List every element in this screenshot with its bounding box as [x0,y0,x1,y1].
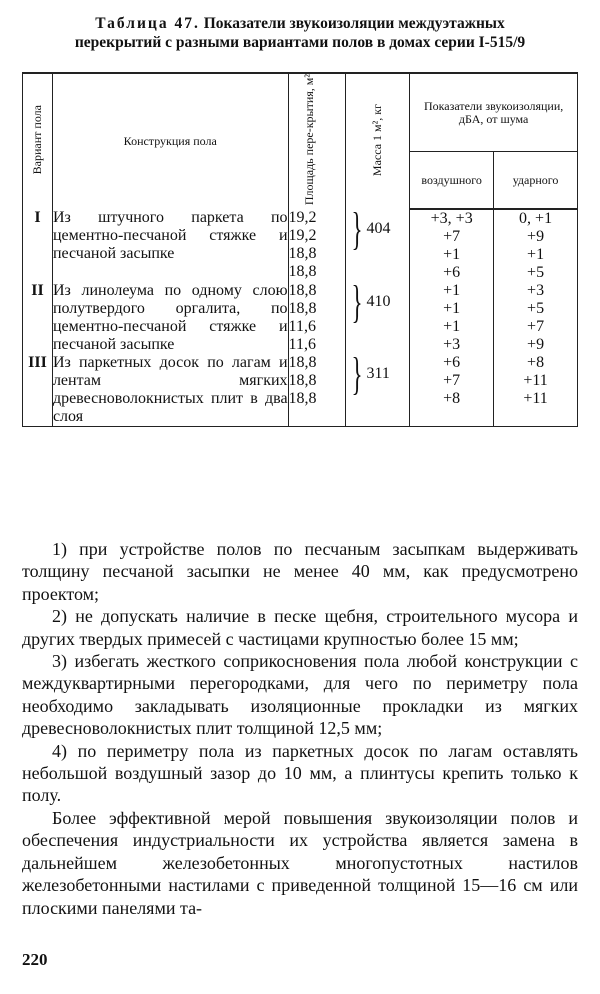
insulation-table [22,72,578,427]
row-impact: +3 +5 +7 +9 [494,282,578,354]
table-row [23,209,578,282]
header-area: Площадь пере-крытия, м² [288,73,346,209]
table-row [23,354,578,427]
row-mass: } 410 [346,282,410,354]
header-mass: Масса 1 м², кг [346,73,410,209]
row-variant: II [23,282,53,354]
caption-line2: перекрытий с разными вариантами полов в домах серии I-515/9 [74,34,526,51]
caption-lead: Таблица 47. [95,15,200,32]
row-airborne: +1 +1 +1 +3 [410,282,494,354]
header-airborne: воздушного [410,152,494,210]
page-number: 220 [22,950,48,969]
row-impact: +8 +11 +11 [494,354,578,427]
paragraph: 1) при устройстве полов по песчаным засыпкам выдерживать толщину песчаной засыпки не менее 40 мм, как предусмотрено проектом; [22,539,578,604]
row-airborne: +3, +3 +7 +1 +6 [410,209,494,282]
row-construction: Из штучного паркета по цементно-песчаной стяжке и песчаной засыпке [52,209,288,282]
paragraph: 3) избегать жесткого соприкосновения пола любой конструкции с междуквартирными перегородками, для чего по периметру пола необходимо закладывать изоляционные прокладки из мягких древесноволокнистых плит толщиной 12,5 мм; [22,651,578,739]
row-mass: } 311 [346,354,410,427]
paragraph: Более эффективной мерой повышения звукоизоляции полов и обеспечения индустриальности их устройства является замена в дальнейшем железобетонных многопустотных настилов железобетонными настилами с приведенной толщиной 15—16 см или плоскими панелями та- [22,807,578,918]
header-impact: ударного [494,152,578,210]
row-impact: 0, +1 +9 +1 +5 [494,209,578,282]
paragraph: 2) не допускать наличие в песке щебня, строительного мусора и других твердых примесей с частицами крупностью более 15 мм; [22,606,578,649]
body-text [22,538,578,919]
row-areas: 19,2 19,2 18,8 18,8 [288,209,346,282]
brace: } [351,348,363,400]
header-construction: Конструкция пола [52,73,288,209]
caption-line1: Показатели звукоизоляции междуэтажных [203,15,505,32]
row-variant: III [23,354,53,427]
brace: } [351,203,363,255]
table-row [23,282,578,354]
row-airborne: +6 +7 +8 [410,354,494,427]
brace: } [351,276,363,328]
row-areas: 18,8 18,8 11,6 11,6 [288,282,346,354]
row-construction: Из паркетных досок по лагам и лентам мягких древесноволокнистых плит в два слоя [52,354,288,426]
row-variant: I [23,209,53,282]
header-insulation: Показатели звукоизоляции, дБА, от шума [410,73,578,152]
paragraph: 4) по периметру пола из паркетных досок по лагам оставлять небольшой воздушный зазор до 10 мм, а плинтусы крепить только к полу. [22,740,578,806]
row-mass: } 404 [346,209,410,282]
header-variant: Вариант пола [23,73,53,209]
row-areas: 18,8 18,8 18,8 [288,354,346,427]
table-caption [22,14,578,52]
row-construction: Из линолеума по одному слою полутвердого оргалита, по цементно-песчаной стяжке и песчаной засыпке [52,282,288,354]
